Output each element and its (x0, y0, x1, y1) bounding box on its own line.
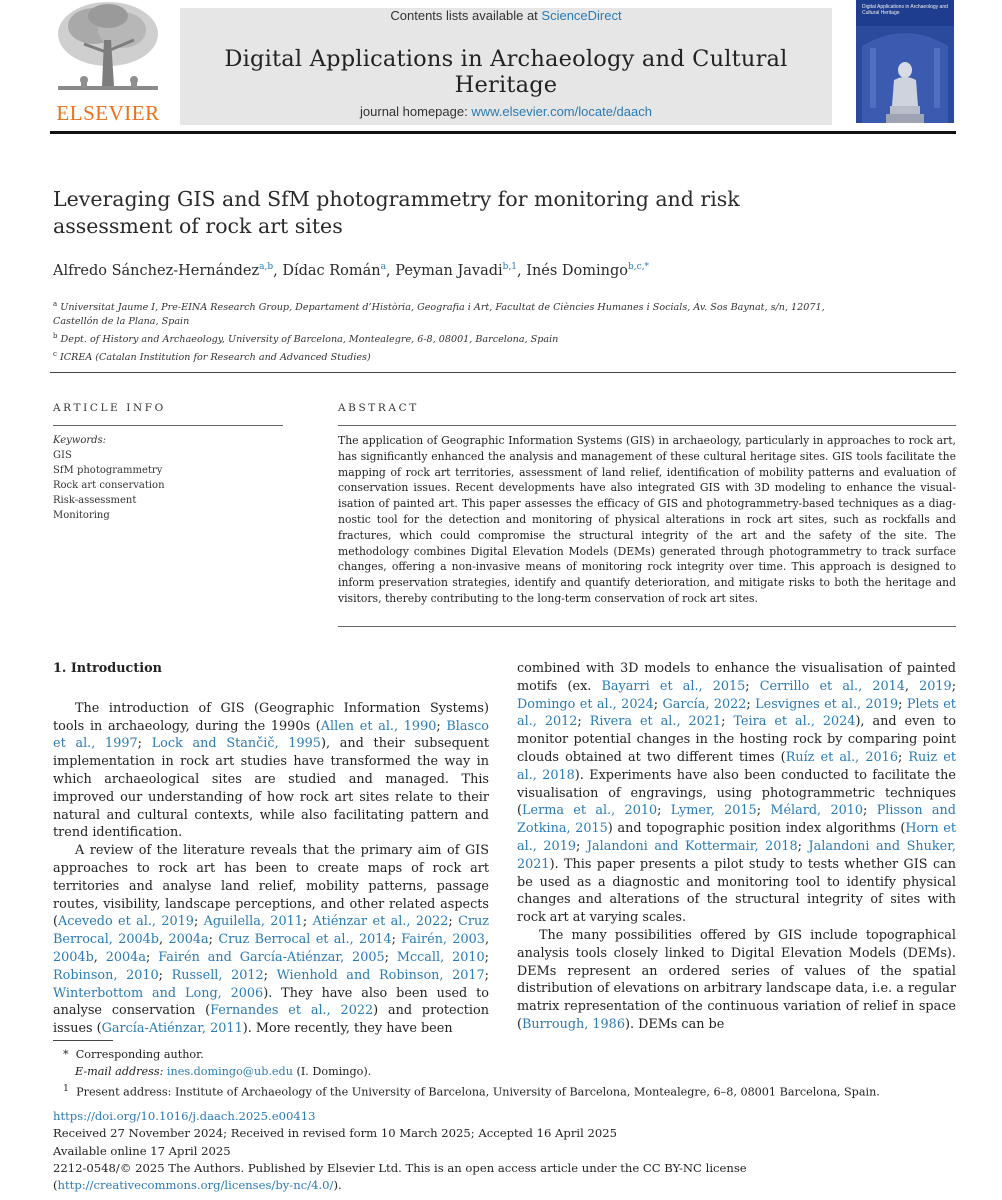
asterisk-mark: * (63, 1048, 69, 1061)
body-text: ). More recently, they have been (242, 1021, 453, 1037)
author-name: Alfredo Sánchez-Hernández (53, 263, 260, 279)
body-text: ; (158, 967, 172, 983)
abstract-bottom-rule (338, 626, 956, 627)
homepage-line (180, 104, 832, 119)
affiliation-mark: b (53, 332, 58, 340)
contents-prefix: Contents lists available at (390, 8, 542, 23)
author-affiliation-mark[interactable]: a,b (259, 262, 274, 272)
keywords-label: Keywords: (53, 435, 107, 446)
body-text: ). Experiments have also been conducted to facilitate the visualisation of engravings, using photogrammetric techniques ( (517, 767, 956, 819)
cover-statue-image (856, 26, 954, 123)
citation-link[interactable]: Lymer, 2015 (670, 803, 757, 819)
keywords-list (53, 448, 283, 523)
body-text: ), and their subsequent implementation in rock art studies have transformed the way in which archaeological sites are studied and managed. This improved our understanding of how rock art sites relate to their natural and cultural contexts, while also facilitating pattern and trend identification. (53, 736, 489, 841)
citation-link[interactable]: Winterbottom and Long, 2006 (53, 985, 264, 1001)
body-paragraph (53, 842, 489, 1038)
author-name: Dídac Román (282, 263, 381, 279)
citation-link[interactable]: Lesvignes et al., 2019 (755, 696, 899, 712)
body-text: ; (484, 949, 489, 965)
author-list (53, 262, 933, 279)
doi-line (53, 1108, 963, 1125)
citation-link[interactable]: Allen et al., 1990 (320, 718, 437, 734)
citation-link[interactable]: Ruiz et al., 2018 (517, 749, 956, 783)
body-text: ; (746, 696, 756, 712)
body-text: ; (263, 967, 277, 983)
license-suffix: ). (333, 1178, 342, 1193)
citation-link[interactable]: Fairén, 2003 (401, 932, 485, 948)
footnote-present-address (53, 1080, 953, 1101)
citation-link[interactable]: García, 2022 (662, 696, 747, 712)
elsevier-tree-icon (54, 0, 162, 96)
body-text: ; (657, 803, 671, 819)
citation-link[interactable]: Aguilella, 2011 (203, 914, 303, 930)
elsevier-wordmark: ELSEVIER (56, 101, 160, 125)
present-address-text: Present address: Institute of Archaeology of the University of Barcelona, University of Barcelona, Montealegre, 6–8, 08001 Barcelona, Spain. (76, 1085, 880, 1099)
body-text: ) and topographic position index algorithms ( (607, 821, 906, 837)
body-text: ). They have also been used to analyse conservation ( (53, 985, 490, 1019)
citation-link[interactable]: Mélard, 2010 (770, 803, 864, 819)
body-text: ; (484, 967, 489, 983)
article-title: Leveraging GIS and SfM photogrammetry for monitoring and risk assessment of rock art sites (53, 187, 740, 238)
doi-link[interactable]: https://doi.org/10.1016/j.daach.2025.e00413 (53, 1109, 316, 1123)
citation-link[interactable]: Rivera et al., 2021 (589, 714, 722, 730)
affiliation-b (53, 329, 853, 347)
elsevier-logo[interactable] (50, 0, 166, 124)
body-text: ), and even to monitor potential changes in the hosting rock by comparing point clouds obtained at two different times ( (517, 714, 956, 765)
body-text: , (904, 678, 920, 694)
section-heading-introduction: 1. Introduction (53, 661, 162, 676)
author-name: Inés Domingo (526, 263, 629, 279)
citation-link[interactable]: Bayarri et al., 2015 (601, 678, 746, 694)
author-affiliation-mark[interactable]: b,1 (502, 262, 518, 272)
keyword-item: Monitoring (53, 510, 110, 521)
received-line: Received 27 November 2024; Received in revised form 10 March 2025; Accepted 16 April 2025 (53, 1126, 618, 1141)
keywords-block (53, 433, 283, 523)
citation-link[interactable]: Fernandes et al., 2022 (210, 1003, 374, 1019)
article-info-heading: ARTICLE INFO (53, 402, 166, 414)
right-paragraphs (517, 660, 956, 1034)
abstract-rule (338, 425, 956, 426)
body-text: ; (797, 838, 809, 854)
citation-link[interactable]: Teira et al., 2024 (733, 714, 856, 730)
body-text: ; (721, 714, 734, 730)
author-separator: , (517, 263, 527, 279)
affiliation-mark: a (53, 300, 58, 308)
footnote-corresponding (53, 1046, 953, 1063)
body-text: ) and protection issues ( (53, 1003, 489, 1037)
affiliation-a (53, 297, 853, 329)
cover-title: Digital Applications in Archaeology and Cultural Heritage (862, 4, 948, 16)
journal-header (50, 0, 956, 126)
body-text: ; (951, 678, 956, 694)
body-text: combined with 3D models to enhance the visualisation of painted motifs (ex. (517, 661, 956, 694)
body-text: ; (391, 932, 402, 948)
author-affiliation-mark[interactable]: b,c,* (628, 262, 650, 272)
citation-link[interactable]: Russell, 2012 (171, 967, 264, 983)
body-text: , (484, 932, 490, 948)
body-text: , (159, 932, 169, 948)
keyword-item: SfM photogrammetry (53, 465, 163, 476)
body-paragraph (53, 700, 489, 842)
body-text: ; (302, 914, 313, 930)
author-separator: , (273, 263, 283, 279)
affiliations (53, 297, 853, 365)
body-text: ; (436, 718, 447, 734)
license-link[interactable]: http://creativecommons.org/licenses/by-nc/4.0/ (57, 1178, 334, 1193)
title-rule (50, 372, 956, 373)
citation-link[interactable]: Plisson and Zotkina, 2015 (517, 803, 956, 837)
citation-link[interactable]: García-Atiénzar, 2011 (101, 1021, 243, 1037)
journal-cover-thumbnail[interactable] (856, 0, 954, 123)
body-text: A review of the literature reveals that the primary aim of GIS approaches to rock art has been to create maps of rock art territories and analyse land relief, mobility patterns, passage routes, visibility, landscape perceptions, and other related aspects ( (53, 843, 489, 930)
affiliation-text: Universitat Jaume I, Pre-EINA Research Group, Departament d’Història, Geografia i Art, Facultat de Ciències Humanes i Socials, Av. Sos Baynat, s/n, 12071, Castellón de la Plana, Spain (53, 302, 825, 327)
author-email-link[interactable]: ines.domingo@ub.edu (166, 1065, 293, 1078)
citation-link[interactable]: Fairén and García-Atiénzar, 2005 (158, 949, 385, 965)
footnote-rule (53, 1040, 113, 1041)
body-text: ; (577, 714, 590, 730)
citation-link[interactable]: Horn et al., 2019 (517, 821, 956, 854)
body-text: ). This paper presents a pilot study to tests whether GIS can be used as a diagnostic and monitoring tool to identify physical changes and alterations of the structural integrity of sites with rock art at varying scales. (517, 856, 956, 926)
citation-link[interactable]: Lock and Stančič, 1995 (151, 736, 321, 752)
affiliation-mark: c (53, 350, 57, 358)
keyword-item: GIS (53, 450, 72, 461)
body-text: The introduction of GIS (Geographic Information Systems) tools in archaeology, during the 1990s ( (53, 700, 489, 734)
body-text: ; (448, 914, 459, 930)
affiliation-text: ICREA (Catalan Institution for Research and Advanced Studies) (56, 352, 371, 363)
citation-link[interactable]: Acevedo et al., 2019 (58, 914, 194, 930)
contents-line (180, 8, 832, 23)
left-paragraphs (53, 700, 489, 1038)
citation-link[interactable]: Mccall, 2010 (396, 949, 485, 965)
available-line: Available online 17 April 2025 (53, 1143, 231, 1158)
citation-link[interactable]: Jalandoni and Shuker, 2021 (517, 838, 956, 872)
body-paragraph (517, 927, 956, 1034)
body-text: The many possibilities offered by GIS include topographical analysis tools closely linked to Digital Elevation Models (DEMs). DEMs represent an ordered series of values of the spatial distribution of elevations on arbitrary landscape data, i.e. a regular matrix representation of the continuous variation of relief in space ( (517, 927, 956, 1032)
keyword-item: Risk-assessment (53, 495, 137, 506)
sciencedirect-link[interactable]: ScienceDirect (541, 8, 622, 23)
body-text: ; (745, 678, 760, 694)
body-column-right (517, 660, 956, 1034)
abstract-text: The application of Geographic Information Systems (GIS) in archaeology, particularly in approaches to rock art, has significantly enhanced the analysis and management of these cultural heritage sites. GIS tools facilitate the mapping of rock art territories, assessment of land relief, identification of mobility patterns and evaluation of conservation issues. Recent developments have also integrated GIS with 3D modeling to enhance the visualisation of painted art. This paper assesses the efficacy of GIS and photogrammetry-based techniques as a diagnostic tool for the detection and monitoring of physical alterations in rock art sites, such as rockfalls and fractures, which could compromise the structural integrity of the art and the safety of the site. The methodology combines Digital Elevation Models (DEMs) generated through photogrammetry to track surface changes, offering a non-invasive means of monitoring rock integrity over time. This approach is designed to inform preservation strategies, identify and quantify deterioration, and mitigate risks to both the heritage and visitors, thereby contributing to the long-term conservation of rock art sites. (338, 434, 956, 605)
author-separator: , (386, 263, 396, 279)
body-column-left (53, 660, 489, 1038)
email-suffix: (I. Domingo). (292, 1065, 372, 1078)
affiliation-c (53, 347, 853, 365)
citation-link[interactable]: Ruíz et al., 2016 (785, 749, 898, 765)
body-text: ; (137, 736, 152, 752)
citation-link[interactable]: 2019 (919, 678, 952, 694)
body-text: ; (653, 696, 663, 712)
body-text: ; (208, 932, 219, 948)
affiliation-text: Dept. of History and Archaeology, University of Barcelona, Montealegre, 6-8, 08001, Barcelona, Spain (57, 334, 559, 345)
body-text: , (93, 949, 106, 965)
email-label: E-mail address: (75, 1065, 167, 1078)
body-paragraph (517, 660, 956, 927)
journal-title: Digital Applications in Archaeology and Cultural Heritage (224, 46, 788, 98)
citation-link[interactable]: 2004a (105, 949, 146, 965)
header-rule (50, 131, 956, 134)
author-name: Peyman Javadi (395, 263, 503, 279)
citation-link[interactable]: Burrough, 1986 (522, 1016, 625, 1032)
body-text: ; (863, 803, 877, 819)
citation-link[interactable]: Atiénzar et al., 2022 (312, 914, 449, 930)
body-text: ; (193, 914, 204, 930)
citation-link[interactable]: Domingo et al., 2024 (517, 696, 654, 712)
license-line (53, 1160, 963, 1195)
publication-info (53, 1108, 963, 1194)
footnotes (53, 1046, 953, 1101)
footnote-email (53, 1063, 953, 1080)
homepage-prefix: journal homepage: (360, 104, 472, 119)
corresponding-text: Corresponding author. (75, 1048, 204, 1061)
abstract-heading: ABSTRACT (338, 402, 419, 414)
body-text: ; (575, 838, 587, 854)
citation-link[interactable]: 2004b (53, 949, 94, 965)
body-text: ; (145, 949, 159, 965)
license-prefix: 2212-0548/© 2025 The Authors. Published by Elsevier Ltd. This is an open access article under the CC BY-NC license ( (53, 1160, 747, 1193)
body-text: ; (897, 749, 909, 765)
journal-homepage-link[interactable]: www.elsevier.com/locate/daach (471, 104, 652, 119)
article-info-rule (53, 425, 283, 426)
citation-link[interactable]: Cruz Berrocal, 2004b (53, 914, 489, 948)
citation-link[interactable]: Plets et al., 2012 (517, 696, 956, 730)
author-affiliation-mark[interactable]: a (380, 262, 386, 272)
citation-link[interactable]: Lerma et al., 2010 (522, 803, 658, 819)
citation-link[interactable]: Wienhold and Robinson, 2017 (276, 967, 485, 983)
citation-link[interactable]: 2004a (168, 932, 209, 948)
body-text: ; (384, 949, 397, 965)
citation-link[interactable]: Jalandoni and Kottermair, 2018 (586, 838, 798, 854)
citation-link[interactable]: Cerrillo et al., 2014 (759, 678, 905, 694)
body-text: ; (898, 696, 907, 712)
keyword-item: Rock art conservation (53, 480, 165, 491)
body-text: ; (756, 803, 771, 819)
body-text: ). DEMs can be (624, 1016, 725, 1032)
citation-link[interactable]: Robinson, 2010 (53, 967, 159, 983)
journal-banner (180, 8, 832, 125)
footnote-mark-1: 1 (63, 1083, 69, 1094)
citation-link[interactable]: Cruz Berrocal et al., 2014 (218, 932, 392, 948)
citation-link[interactable]: Blasco et al., 1997 (53, 718, 489, 752)
